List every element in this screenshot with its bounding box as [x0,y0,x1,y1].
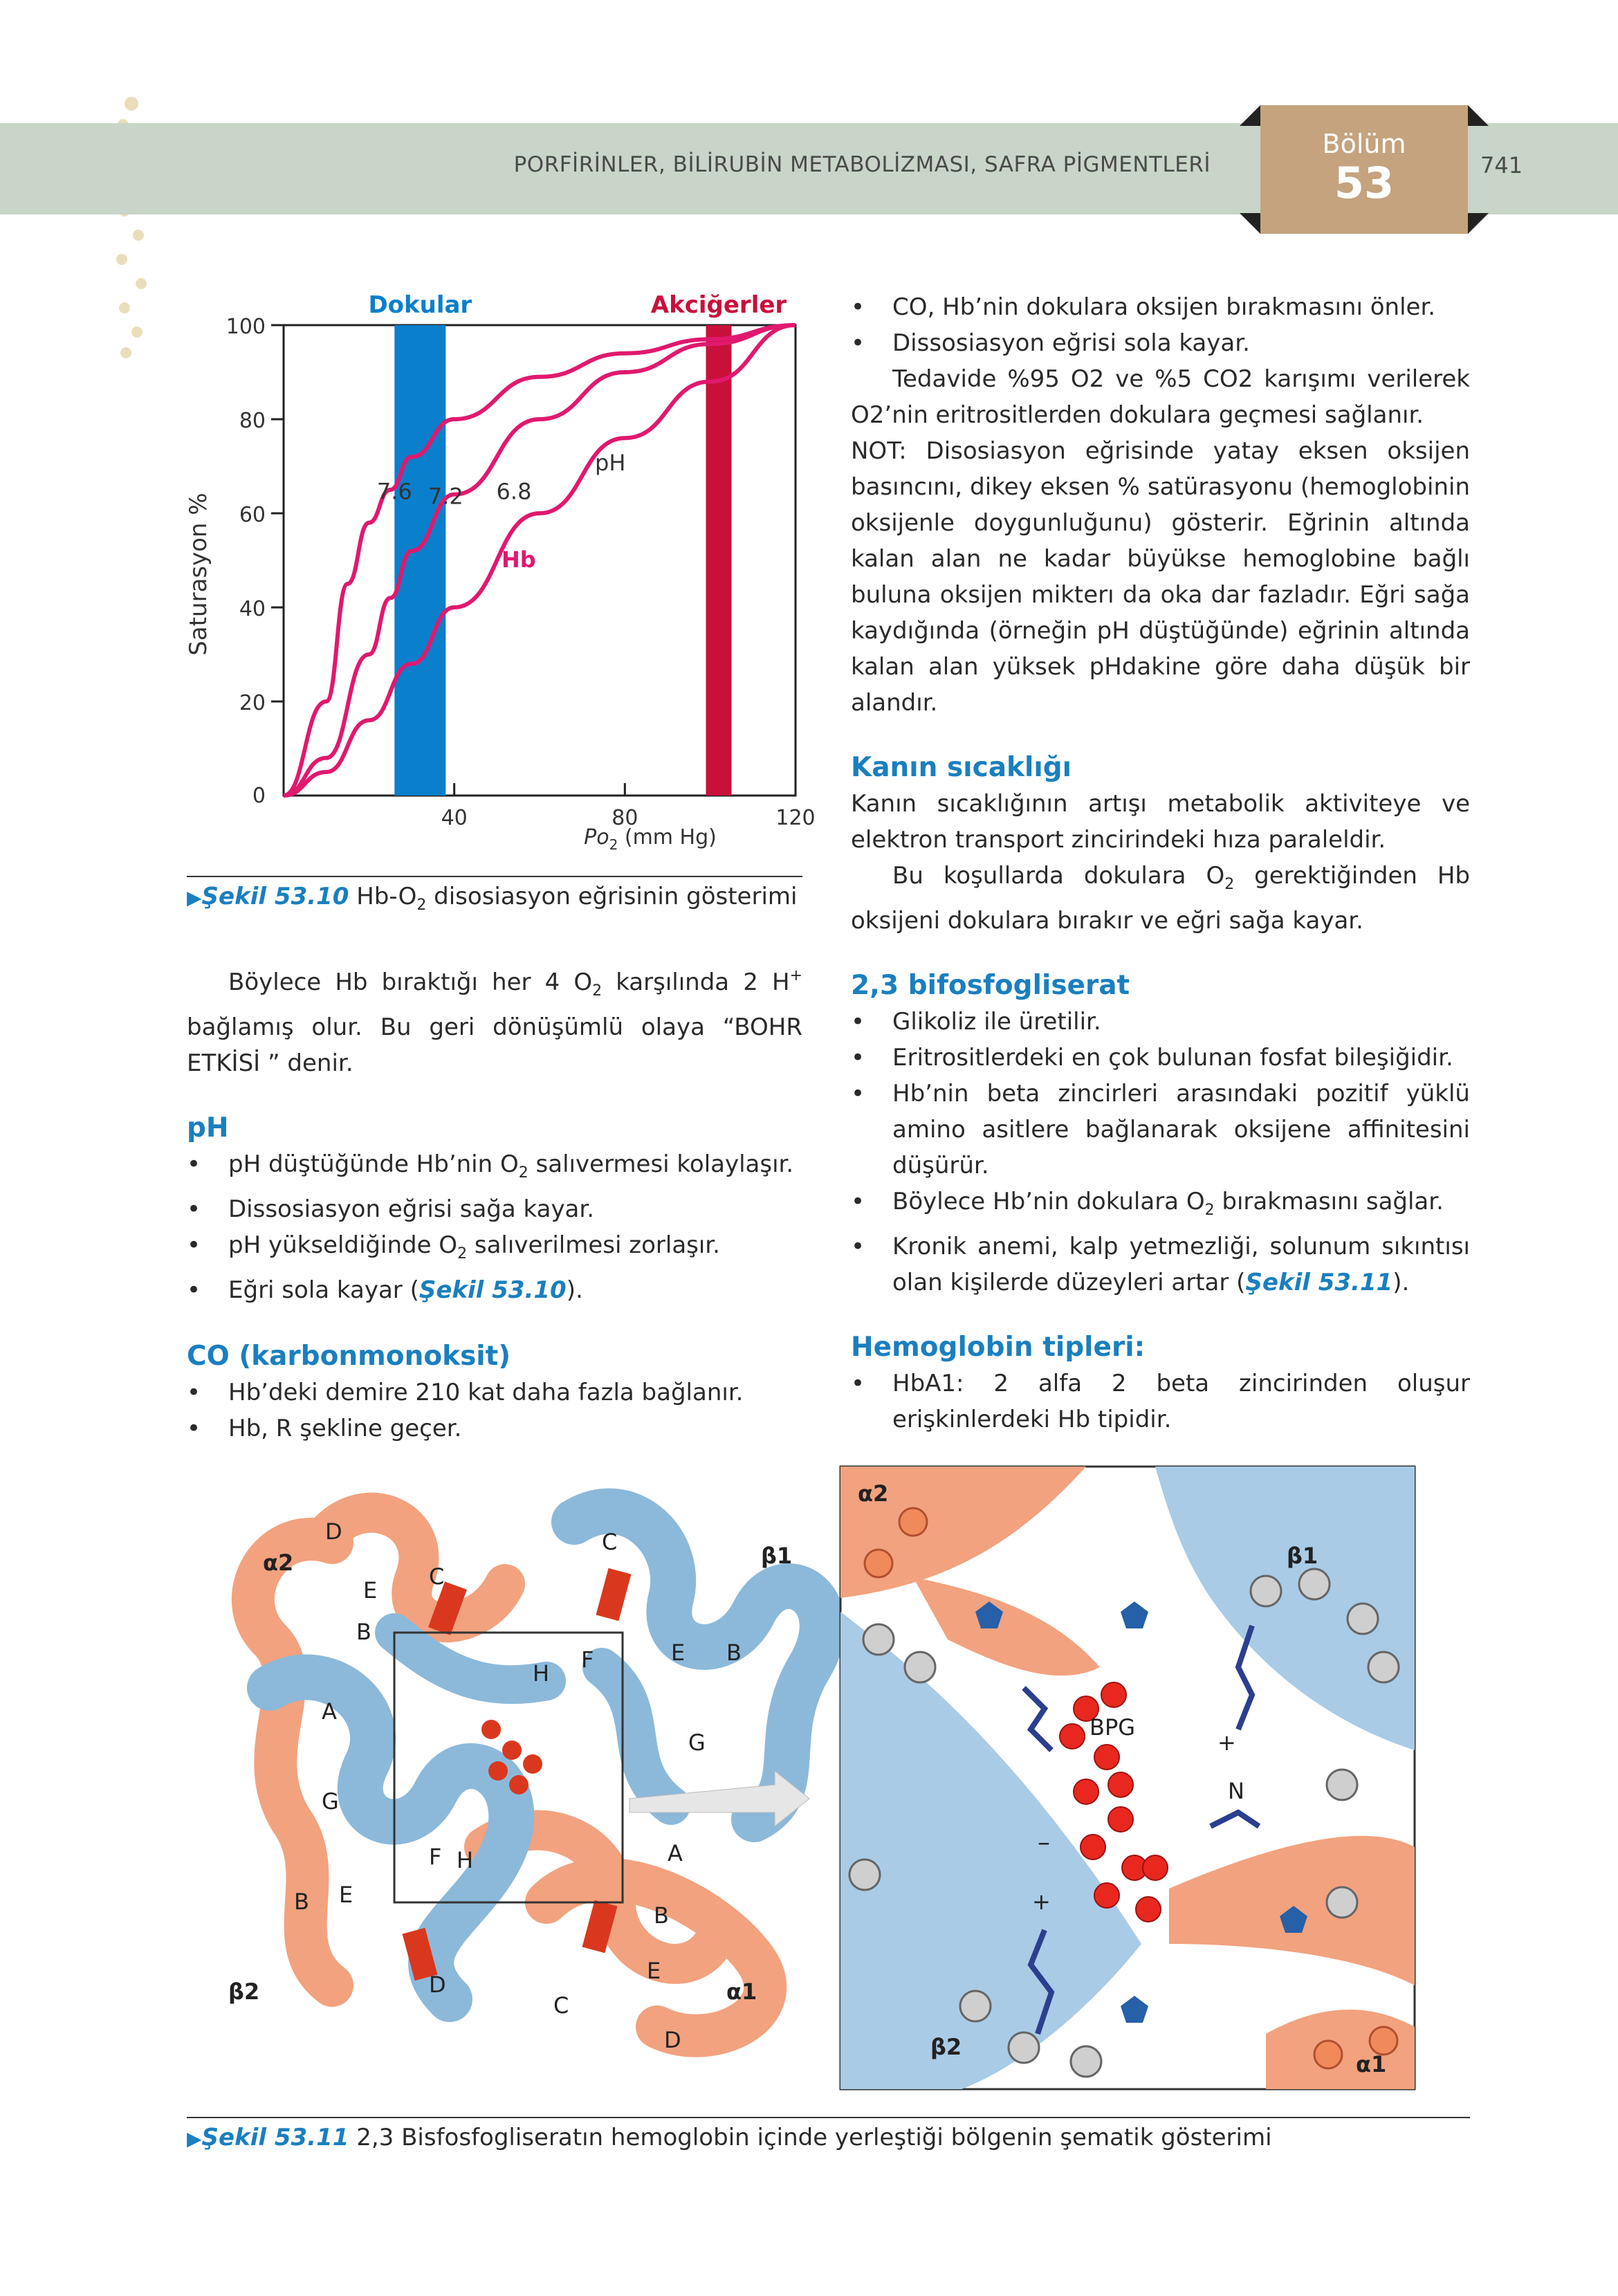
detail-label-beta2: β2 [930,2034,962,2060]
chapter-label: Bölüm [1322,129,1406,159]
caption-number: Şekil 53.10 [201,883,349,910]
right-column [851,289,1470,1438]
chapter-badge [1260,105,1468,234]
y-axis-label: Saturasyon % [185,493,212,656]
helix-label: B [726,1640,742,1666]
co-heading: CO (karbonmonoksit) [187,1341,511,1372]
figure-rule [187,876,802,877]
figure-ref-link[interactable]: Şekil 53.11 [1245,1269,1393,1296]
list-item: • Hb, R şekline geçer. [187,1411,802,1447]
helix-label: E [339,1882,353,1908]
charge-minus: – [1038,1828,1050,1857]
figure-ref-link[interactable]: Şekil 53.10 [419,1276,567,1304]
band-label: Dokular [368,291,472,319]
helix-label: C [602,1529,618,1555]
caption-subscript: 2 [416,897,427,914]
list-item: • Dissosiasyon eğrisi sağa kayar. [187,1191,802,1227]
helix-label: C [429,1563,445,1590]
helix-label: D [325,1518,342,1545]
ph-heading: pH [187,1112,229,1144]
list-item: • Eritrositlerdeki en çok bulunan fosfat bileşiğidir. [851,1040,1470,1076]
caption-text: Hb-O [356,883,417,910]
figure-caption-53-11 [187,2124,1272,2151]
detail-label-beta1: β1 [1287,1543,1318,1569]
page-number: 741 [1480,152,1523,178]
detail-label-alpha1: α1 [1356,2051,1387,2077]
series-label: 7.6 [376,478,412,505]
chart-band [394,325,445,796]
list-item: • pH düştüğünde Hb’nin $O_2$ salıvermesi kolaylaşır. [187,1146,802,1191]
x-tick-label: 80 [612,806,638,830]
label-alpha2: α2 [263,1550,294,1576]
list-item: • Dissosiasyon eğrisi sola kayar. [851,325,1470,361]
list-item: • CO, Hb’nin dokulara oksijen bırakmasını önler. [851,289,1470,325]
y-tick-label: 0 [252,784,266,808]
charge-plus: + [1032,1889,1051,1915]
helix-label: E [363,1577,378,1604]
helix-label: E [671,1640,686,1666]
bohr-paragraph: Böylece Hb bıraktığı her 4 $O_2$ karşılında 2 H+ bağlamış olur. Bu geri dönüşümlü olaya “BOHR ETKİSİ ” denir. [187,967,802,1077]
helix-label: H [457,1847,474,1873]
chart-band [706,325,732,796]
label-beta1: β1 [761,1543,793,1569]
hemoglobin-types-heading: Hemoglobin tipleri: [851,1332,1146,1363]
ph-label: pH [595,450,626,476]
treatment-paragraph: Tedavide %95 O2 ve %5 CO2 karışımı verilerek O2’nin eritrositlerden dokulara geçmesi sağlanır. [851,365,1470,429]
corner-tab [1240,105,1260,126]
caption-arrow-icon: ▶ [187,886,202,909]
caption-text: 2,3 Bisfosfogliseratın hemoglobin içinde yerleştiği bölgenin şematik gösterimi [349,2124,1272,2151]
y-tick-label: 100 [226,315,266,339]
corner-tab [1468,213,1489,234]
series-label: 6.8 [496,478,532,505]
helix-label: F [429,1844,442,1870]
bpg-label: BPG [1090,1714,1136,1741]
list-item: • Glikoliz ile üretilir. [851,1004,1470,1040]
list-item: • Eğri sola kayar (Şekil 53.10). [187,1272,802,1308]
label-beta2: β2 [228,1978,260,2005]
helix-label: D [664,2027,681,2053]
y-tick-label: 20 [239,691,266,715]
list-item: • pH yükseldiğinde $O_2$ salıverilmesi zorlaşır. [187,1227,802,1272]
dissociation-chart [166,284,858,851]
temperature-paragraph: Kanın sıcaklığının artışı metabolik aktiviteye ve elektron transport zincirindeki hıza paraleldir. [851,790,1470,854]
list-item: • Hb’nin beta zincirleri arasındaki pozitif yüklü amino asitlere bağlanarak oksijene affinitesini düşürür. [851,1076,1470,1184]
list-item: • HbA1: 2 alfa 2 beta zincirinden oluşur erişkinlerdeki Hb tipidir. [851,1366,1470,1438]
corner-tab [1468,105,1489,126]
bpg-heading: 2,3 bifosfogliserat [851,970,1130,1001]
list-item: • Kronik anemi, kalp yetmezliği, solunum sıkıntısı olan kişilerde düzeyleri artar (Şekil 53.11). [851,1229,1470,1301]
y-tick-label: 60 [239,503,266,527]
helix-label: D [429,1972,446,1998]
helix-label: F [581,1646,594,1673]
temperature-paragraph-2: Bu koşullarda dokulara $O_2$ gerektiğinden Hb oksijeni dokulara bırakır ve eğri sağa kayar. [851,862,1470,935]
series-label: 7.2 [428,483,463,510]
detail-label-alpha2: α2 [858,1480,889,1507]
hemoglobin-structure-illustration [187,1460,1501,2110]
list-item: • Böylece Hb’nin dokulara $O_2$ bırakmasını sağlar. [851,1184,1470,1229]
helix-label: A [668,1840,683,1866]
temperature-heading: Kanın sıcaklığı [851,752,1072,783]
nitrogen-label: N [1228,1778,1244,1804]
caption-text-2: disosiasyon eğrisinin gösterimi [426,883,798,910]
figure-rule [187,2117,1470,2118]
caption-number: Şekil 53.11 [201,2124,349,2151]
y-tick-label: 40 [239,597,266,621]
note-paragraph: NOT: Disosiasyon eğrisinde yatay eksen oksijen basıncını, dikey eksen % satürasyonu (hemoglobinin oksijenle doygunluğunu) gösterir. Eğrinin altında kalan alan ne kadar büyükse hemoglobine bağlı buluna oksijen mikterı da oka dar fazladır. Eğri sağa kaydığında (örneğin pH düştüğünde) eğrinin altında kalan alan yüksek pHdakine göre daha düşük bir alandır. [851,437,1470,717]
charge-plus: + [1217,1729,1236,1756]
x-tick-label: 40 [441,806,468,830]
helix-label: H [533,1660,550,1687]
y-tick-label: 80 [239,409,266,433]
x-tick-label: 120 [775,806,816,830]
helix-label: G [688,1729,706,1756]
helix-label: B [356,1619,371,1645]
helix-label: G [322,1788,339,1815]
x-axis-label: $Po_2$ (mm Hg) [584,825,717,851]
left-column [187,958,802,1447]
chapter-number: 53 [1334,158,1395,208]
corner-tab [1240,213,1260,234]
hb-curve-label: Hb [502,547,536,573]
band-label: Akciğerler [650,291,787,319]
helix-label: B [294,1889,309,1915]
running-header-title: PORFİRİNLER, BİLİRUBİN METABOLİZMASI, SAFRA PİGMENTLERİ [513,152,1211,177]
caption-arrow-icon: ▶ [187,2127,202,2150]
helix-label: E [647,1958,661,1984]
helix-label: A [322,1698,337,1725]
label-alpha1: α1 [726,1978,757,2005]
bpg-pocket-detail [840,1467,1415,2089]
helix-label: B [654,1902,669,1929]
hemoglobin-ribbon-overview [253,1511,822,2035]
helix-label: C [553,1992,569,2019]
figure-caption-53-10 [187,883,797,914]
list-item: • Hb’deki demire 210 kat daha fazla bağlanır. [187,1375,802,1411]
